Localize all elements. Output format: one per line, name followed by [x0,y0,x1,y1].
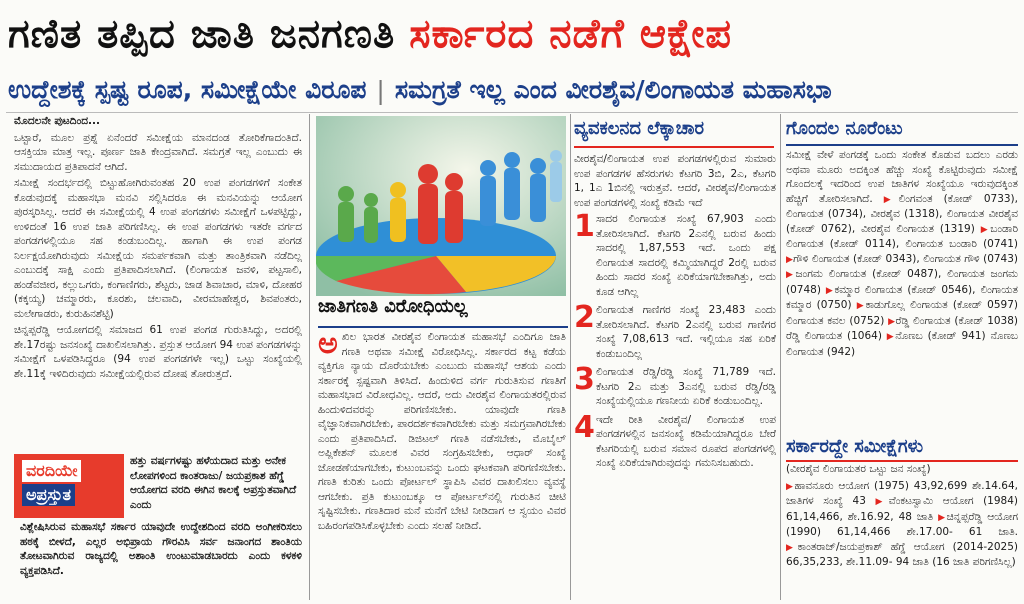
item-text: ಸಾದರ ಲಿಂಗಾಯತ ಸಂಖ್ಯೆ 67,903 ಎಂದು ತೋರಿಸಲಾಗಿದೆ. ಕೆಟಗರಿ 2ಎನಲ್ಲಿ ಬರುವ ಹಿಂದು ಸಾದರಲ್ಲಿ 1,87,553 ಇದೆ. ಒಂದು ಪಕ್ಷ ಲಿಂಗಾಯತ ಸಾದರಲ್ಲಿ ಕಮ್ಮಿಯಾಗಿದ್ದರೆ 2ರಲ್ಲಿ ಬರುವ ಹಿಂದು ಸಾದರ ಸಂಖ್ಯೆ ಏರಿಕೆಯಾಗಬೇಕಾಗಿತ್ತು, ಅದು ಕೂಡ ಆಗಿಲ್ಲ [596,213,776,298]
col1-paragraph-3: ಚಿನ್ನಪ್ಪರೆಡ್ಡಿ ಆಯೋಗದಲ್ಲಿ ಸಮಾಜದ 61 ಉಪ ಪಂಗಡ ಗುರುತಿಸಿದ್ದು, ಅದರಲ್ಲಿ ಶೇ.17ರಷ್ಟು ಜನಸಂಖ್ಯೆ ದಾಖಲಿಸಲಾಗಿತ್ತು. ಪ್ರಸ್ತುತ ಆಯೋಗ 94 ಉಪ ಪಂಗಡಗಳನ್ನು ಸಮೀಕ್ಷೆಗೆ ಒಳಪಡಿಸಿದ್ದರೂ (94 ಉಪ ಪಂಗಡಗಳೇ ಇಲ್ಲ) ಒಟ್ಟು ಸಂಖ್ಯೆಯಲ್ಲಿ ಶೇ.11ಕ್ಕೆ ಇಳಿದಿರುವುದು ಸಮೀಕ್ಷೆಯಲ್ಲಿರುವ ದೋಷ ತೋರುತ್ತದೆ. [14,324,302,380]
subhead-right: ಸಮಗ್ರತೆ ಇಲ್ಲ ಎಂದ ವೀರಶೈವ/ಲಿಂಗಾಯತ ಮಹಾಸಭಾ [394,75,832,104]
item-number: 4 [574,409,595,445]
triangle-bullet-icon: ▶ [980,224,991,235]
item-number: 1 [574,209,595,244]
list-item: ▶ಜಂಗಮ ಲಿಂಗಾಯತ (ಕೋಡ್ 0487), ಲಿಂಗಾಯತ ಜಂಗಮ (0748) [786,268,1018,296]
triangle-bullet-icon: ▶ [886,332,896,342]
triangle-bullet-icon: ▶ [786,254,794,265]
vardi-text-1: ಹತ್ತು ವರ್ಷಗಳಷ್ಟು ಹಳೆಯದಾದ ಮತ್ತು ಅನೇಕ ಲೋಪಗಳಿಂದ ಕಾಂತರಾಜು/ ಜಯಪ್ರಕಾಶ ಹೆಗ್ಡೆ ಆಯೋಗದ ವರದಿ ಈಗಿನ ಕಾಲಕ್ಕೆ ಅಪ್ರಸ್ತುತವಾಗಿದೆ ಎಂದು [130,455,297,511]
list-item: ▶ಬಂಡಾರಿ ಲಿಂಗಾಯತ (ಕೋಡ್ 0114), ಲಿಂಗಾಯತ ಬಂಡಾರಿ (0741) [786,222,1018,250]
item-number: 2 [574,300,595,335]
headline [8,0,1018,68]
list-item: ▶ಕಾಂತರಾಜ್/ಜಯಪ್ರಕಾಶ್ ಹೆಗ್ಡೆ ಆಯೋಗ (2014-2025) 66,35,233, ಶೇ.11.09- 94 ಜಾತಿ (16 ಜಾತಿ ಪರಿಗಣಿಸಿಲ್ಲ) [786,540,1018,568]
triangle-bullet-icon: ▶ [786,481,795,492]
col1-paragraph-1: ಒಟ್ಟಾರೆ, ಮೂಲ ಪ್ರಶ್ನೆ ಏನೆಂದರೆ ಸಮೀಕ್ಷೆಯ ಮಾನದಂಡ ತೋರಿಕೆಗಾದಂತಿದೆ. ಆಸಕ್ತಿಯಾ ಮಾತ್ರ ಇಲ್ಲ. ಪೂರ್ಣ ಜಾತಿ ಕೇಂದ್ರವಾಗಿದೆ. ಸಮಗ್ರತೆ ಇಲ್ಲ ಎಂಬುದು ಈ ಸಮುದಾಯದ ಪ್ರತಿಪಾದನೆ ಆಗಿದೆ. [14,131,302,173]
triangle-bullet-icon: ▶ [883,194,899,205]
item-number: 3 [574,362,595,397]
top-rule [6,112,1018,113]
dropcap: ಅ [318,330,338,361]
list-item: ▶ಕಾಡುಗೊಲ್ಲ ಲಿಂಗಾಯತ (ಕೋಡ್ 0597) ಲಿಂಗಾಯತ ಕವಲ (0752) [786,299,1018,327]
vardi-label-1: ವರದಿಯೇ [22,460,81,482]
list-item [574,409,776,471]
list-item: ▶ಚಿನ್ನಪ್ಪರೆಡ್ಡಿ ಆಯೋಗ (1990) 61,14,466 ಶೇ.17.00- 61 ಜಾತಿ. [786,510,1018,538]
column-divider [309,114,310,600]
list-item: ▶ಲಿಂಗವಂತ (ಕೋಡ್ 0733), [883,192,1018,205]
item-text: ಇದೇ ರೀತಿ ವೀರಶೈವ/ ಲಿಂಗಾಯತ ಉಪ ಪಂಗಡಗಳಲ್ಲಿನ ಜನಸಂಖ್ಯೆ ಕಡಿಮೆಯಾಗಿದ್ದರೂ ಬೇರೆ ಕೆಟಗರಿಯಲ್ಲಿ ಬರುವ ಸಮಾನ ರೂಪದ ಪಂಗಡಗಳಲ್ಲಿ ಸಂಖ್ಯೆ ಏರಿಕೆಯಾಗಿರುವುದನ್ನು ಗಮನಿಸಬಹುದು. [596,413,776,469]
subheadline [8,70,1018,110]
col4-heading: ಗೊಂದಲ ನೂರೆಂಟು [786,118,1018,146]
list-item: ▶ಹಾವನೂರು ಆಯೋಗ (1975) 43,92,699 ಶೇ.14.64, ಜಾತಿಗಳ ಸಂಖ್ಯೆ 43 [786,479,1018,507]
crowd-pie-photo [316,116,566,296]
vardi-label-box [14,454,124,518]
list-item: ▶ವೆಂಕಟಸ್ವಾಮಿ ಆಯೋಗ (1984) 61,14,466, ಶೇ.16.92, 48 ಜಾತಿ [786,495,1018,523]
column-4 [786,148,1018,436]
col3-intro: ವೀರಶೈವ/ಲಿಂಗಾಯತ ಉಪ ಪಂಗಡಗಳಲ್ಲಿರುವ ಸುಮಾರು ಉಪ ಪಂಗಡಗಳ ಹೆಸರುಗಳು ಕೆಟಗರಿ 3ಬಿ, 2ಎ, ಕೆಟಗರಿ 1, 1ಎ 1ಬಿನಲ್ಲಿ ಇರುತ್ತವೆ. ಆದರೆ, ವೀರಶೈವ/ಲಿಂಗಾಯತ ಉಪ ಪಂಗಡಗಳಲ್ಲಿ ಸಂಖ್ಯೆ ಕಡಿಮೆ ಇದೆ [574,153,776,209]
triangle-bullet-icon: ▶ [888,316,896,327]
list-item [574,300,776,361]
list-item: ▶ಗೌಳಿ ಲಿಂಗಾಯತ (ಕೋಡ್ 0343), ಲಿಂಗಾಯತ ಗೌಳಿ (0743) [786,252,1018,265]
col1-paragraph-2: ಸಮೀಕ್ಷೆ ಸಂದರ್ಭದಲ್ಲಿ ಬಿಟ್ಟುಹೋಗಿರುವಂತಹ 20 ಉಪ ಪಂಗಡಗಳಿಗೆ ಸಂಕೇತ ಕೊಡುವುದಕ್ಕೆ ಮಹಾಸಭಾ ಮನವಿ ಸಲ್ಲಿಸಿದರೂ ಈ ಮನವಿಯನ್ನು ಆಯೋಗ ಪುರಸ್ಕರಿಸಿಲ್ಲ. ಆದರೆ ಈ ಸಮೀಕ್ಷೆಯಲ್ಲಿ 4 ಉಪ ಪಂಗಡಗಳು ಸಮೀಕ್ಷೆಗೆ ಒಳಪಟ್ಟಿದ್ದು, ಉಳಿದಂತೆ 16 ಉಪ ಜಾತಿ ಪರಿಗಣಿಸಿಲ್ಲ. ಈ ಉಪ ಪಂಗಡಗಳು ಇತರೇ ವರ್ಗದ ಪಂಗಡಗಳಲ್ಲಿಯೂ ಸಹ ಕಂಡುಬಂದಿಲ್ಲ. ಹಾಗಾಗಿ ಈ ಉಪ ಪಂಗಡ ನಿರ್ಲಕ್ಷಯೋಗಿರುವುದು ಸಮೀಕ್ಷೆಯ ಸಮರ್ಪಕವಾಗಿ ಮತ್ತು ತಾಂತ್ರಿಕವಾಗಿ ನಡೆದಿಲ್ಲ ಎಂಬುದಕ್ಕೆ ಸಾಕ್ಷಿ ಎಂದು ಪ್ರತಿಪಾದಿಸಲಾಗಿದೆ. (ಲಿಂಗಾಯತ ಜವಳಿ, ಪಟ್ಟಸಾಲಿ, ಹಂಡೆವಜೀರ, ಕಲ್ಲುಒಗರು, ಕಂಗಾಣಿಗರು, ಶೆಟ್ಟರು, ಜಾಡ ಶಿವಾಚಾರ, ಮಾಳಿ, ದೋಹರ (ಕಕ್ಕಯ್ಯ) ಚಮ್ಮಾರರು, ಕೂರಶು, ಚಲವಾದಿ, ವೀರಮಾಹೇಶ್ವರ, ಶಿವಪಂತರು, ಮಲೇಗಾಡರು, ಕುರುಹಿನಶೆಟ್ಟಿ) [14,177,302,320]
list-item [574,209,776,299]
triangle-bullet-icon: ▶ [938,512,947,523]
item-text: ಲಿಂಗಾಯತ ಗಾಣಿಗರ ಸಂಖ್ಯೆ 23,483 ಎಂದು ತೋರಿಸಲಾಗಿದೆ. ಕೆಟಗರಿ 2ಎನಲ್ಲಿ ಬರುವ ಗಾಣಿಗರ ಸಂಖ್ಯೆ 7,08,613 ಇದೆ. ಇಲ್ಲಿಯೂ ಸಹ ಏರಿಕೆ ಕಂಡುಬಂದಿಲ್ಲ [596,304,776,360]
triangle-bullet-icon: ▶ [825,285,835,296]
col5-subheading: (ವೀರಶೈವ ಲಿಂಗಾಯತರ ಒಟ್ಟು ಜನ ಸಂಖ್ಯೆ) [786,463,931,475]
vardi-label-2: ಅಪ್ರಸ್ತುತ [22,484,75,506]
list-item: ▶ನೊಣಬ (ಕೋಡ್ 941) ನೊಣಬ ಲಿಂಗಾಯತ (942) [786,330,1018,358]
col2-heading: ಜಾತಿಗಣತಿ ವಿರೋಧಿಯಲ್ಲ [318,296,568,328]
column-divider [780,114,781,600]
triangle-bullet-icon: ▶ [786,270,796,280]
triangle-bullet-icon: ▶ [786,542,798,553]
list-item: ಲಿಂಗಾಯತ (0734), ವೀರಶೈವ (1318), ಲಿಂಗಾಯತ ವೀರಶೈವ (ಕೋಡ್ 0762), ವೀರಶೈವ ಲಿಂಗಾಯತ (1319) [786,208,1018,235]
headline-red: ಸರ್ಕಾರದ ನಡೆಗೆ ಆಕ್ಷೇಪ [409,11,733,57]
subhead-separator: | [376,75,385,105]
vardi-text-2: ವಿಶ್ಲೇಷಿಸಿರುವ ಮಹಾಸಭೆ ಸರ್ಕಾರ ಯಾವುದೇ ಉದ್ದೇಶದಿಂದ ವರದಿ ಅಂಗೀಕರಿಸಲು ಹಠಕ್ಕೆ ಬೀಳದೆ, ಎಲ್ಲರ ಅಭಿಪ್ರಾಯ ಗೌರವಿಸಿ ಸರ್ವ ಜನಾಂಗದ ಶಾಂತಿಯ ತೋಟವಾಗಿರುವ ರಾಜ್ಯದಲ್ಲಿ ಅಶಾಂತಿ ಉಂಟುಮಾಡಬಾರದು ಎಂದು ಕಳಕಳಿ ವ್ಯಕ್ತಪಡಿಸಿದೆ. [20,521,302,577]
continued-marker: ಮೊದಲನೇ ಪುಟದಿಂದ... [14,115,100,127]
headline-black: ಗಣಿತ ತಪ್ಪಿದ ಜಾತಿ ಜನಗಣತಿ [8,11,396,57]
list-item: ▶ಕಮ್ಮಾರ ಲಿಂಗಾಯತ (ಕೋಡ್ 0546), ಲಿಂಗಾಯತ ಕಮ್ಮಾರ (0750) [786,283,1018,311]
list-item: ▶ರೆಡ್ಡಿ ಲಿಂಗಾಯತ (ಕೋಡ್ 1038) ರೆಡ್ಡಿ ಲಿಂಗಾಯತ (1064) [786,314,1018,342]
column-3 [574,152,776,600]
col4-text: ಸಮೀಕ್ಷೆ ವೇಳೆ ಪಂಗಡಕ್ಕೆ ಒಂದು ಸಂಕೇತ ಕೊಡುವ ಬದಲು ಎರಡು ಅಥವಾ ಮೂರು ಅದಕ್ಕಿಂತ ಹೆಚ್ಚು ಸಂಖ್ಯೆ ಕೊಟ್ಟಿರುವುದು ಸಮೀಕ್ಷೆ ಗೊಂದಲಕ್ಕೆ ಇದರಿಂದ ಉಪ ಜಾತಿಗಳ ಸಂಖ್ಯೆಯೂ ಇರುವುದಕ್ಕಿಂತ ಹೆಚ್ಚಿಗೆ ತೋರಿಸಲಾಗಿದೆ. [786,149,1018,205]
column-2 [318,330,566,600]
triangle-bullet-icon: ▶ [856,301,866,311]
triangle-bullet-icon: ▶ [875,497,889,507]
item-text: ಲಿಂಗಾಯತ ರೆಡ್ಡಿ/ರಡ್ಡಿ ಸಂಖ್ಯೆ 71,789 ಇದೆ. ಕೆಟಗರಿ 2ಎ ಮತ್ತು 3ಎನಲ್ಲಿ ಬರುವ ರೆಡ್ಡಿ/ರಡ್ಡಿ ಸಂಖ್ಯೆಯಲ್ಲಿಯೂ ಗಣನೀಯ ಏರಿಕೆ ಕಂಡುಬಂದಿಲ್ಲ. [596,366,776,407]
subhead-left: ಉದ್ದೇಶಕ್ಕೆ ಸ್ಪಷ್ಟ ರೂಪ, ಸಮೀಕ್ಷೆಯೇ ವಿರೂಪ [8,75,367,104]
col2-paragraph: ಖಿಲ ಭಾರತ ವೀರಶೈವ ಲಿಂಗಾಯತ ಮಹಾಸಭೆ ಎಂದಿಗೂ ಜಾತಿ ಗಣತಿ ಅಥವಾ ಸಮೀಕ್ಷೆ ವಿರೋಧಿಸಿಲ್ಲ. ಸರ್ಕಾರದ ಕಟ್ಟ ಕಡೆಯ ವ್ಯಕ್ತಿಗೂ ನ್ಯಾಯ ದೊರೆಯಬೇಕು ಎಂಬುದು ಮಹಾಸಭೆ ಆಶಯ ಎಂದು ಸರ್ಕಾರಕ್ಕೆ ಸ್ಪಷ್ಟವಾಗಿ ತಿಳಿಸಿದೆ. ಹಿಂದುಳಿದ ವರ್ಗ ಗುರುತಿಸುವ ಗಣತಿಗೆ ಮಹಾಸಭಾದ ವಿರೋಧವಿಲ್ಲ. ಆದರೆ, ಅದು ವೀರಶೈವ ಲಿಂಗಾಯತರಲ್ಲಿರುವ ಹಿಂದುಳಿದವರನ್ನು ಪರಿಗಣಿಸಬೇಕು. ಯಾವುದೇ ಗಣತಿ ವೈಜ್ಞಾನಿಕವಾಗಿರಬೇಕು, ಪಾರದರ್ಶಕವಾಗಿರಬೇಕು ಮತ್ತು ಸಮಗ್ರವಾಗಿರಬೇಕು ಎಂದು ಪ್ರತಿಪಾದಿಸಿದೆ. ಡಿಜಿಟಲ್ ಗಣತಿ ನಡೆಸಬೇಕು, ಮೊಬೈಲ್ ಅಪ್ಲಿಕೇಶನ್ ಮೂಲಕ ವಿವರ ಸಂಗ್ರಹಿಸಬೇಕು, ಆಧಾರ್ ಸಂಖ್ಯೆ ಜೋಡಣೆಯಾಗಬೇಕು, ಕುಟುಂಬವನ್ನು ಒಂದು ಘಟಕವಾಗಿ ಪರಿಗಣಿಸಬೇಕು. ಗಣತಿ ಕುರಿತು ಒಂದು ಪೋರ್ಟಲ್ ಸ್ಥಾಪಿಸಿ ವಿವರ ದಾಖಲಿಸಲು ವ್ಯವಸ್ಥೆ ಆಗಬೇಕು. ಪ್ರತಿ ಕುಟುಂಬಕ್ಕೂ ಆ ಪೋರ್ಟಲ್‌ನಲ್ಲಿ ಗುರುತಿನ ಚೀಟಿ ಸೃಷ್ಟಿಸಬೇಕು. ಗಣತಿದಾರ ಮನೆ ಮನೆಗೆ ಬೇಟಿ ನೀಡಿದಾಗ ಆ ಸ್ವಯಂ ವಿವರ ಬಹಿರಂಗಪಡಿಸಿಕೊಳ್ಳಬೇಕು ಎಂದು ಸಲಹೆ ನೀಡಿದೆ. [318,331,566,532]
col3-heading: ವ್ಯವಕಲನದ ಲೆಕ್ಕಾಚಾರ [574,118,774,148]
column-1 [14,114,302,448]
column-5 [786,462,1018,602]
col5-heading: ಸರ್ಕಾರದ್ದೇ ಸಮೀಕ್ಷೆಗಳು [786,436,1018,462]
column-divider [570,114,571,600]
list-item [574,362,776,409]
